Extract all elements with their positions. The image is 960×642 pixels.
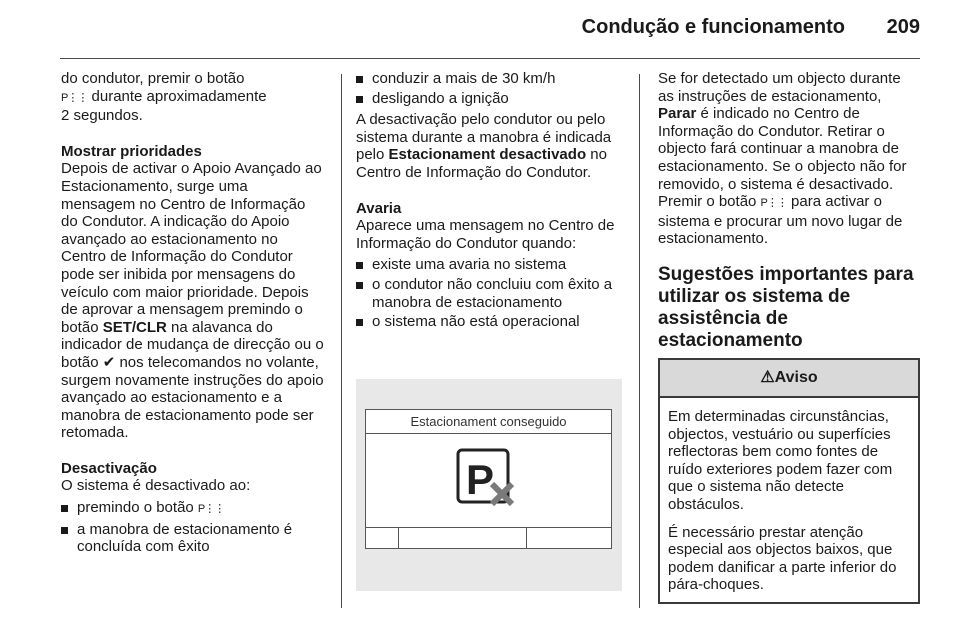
driver-deactivation-paragraph <box>356 111 626 181</box>
list-item <box>61 499 326 519</box>
deactivation-list-continued <box>356 70 626 107</box>
list-item-text: a manobra de estacionamento é concluída com êxito <box>77 520 293 556</box>
priority-heading: Mostrar prioridades <box>61 142 202 160</box>
fault-list <box>356 256 626 330</box>
column-2 <box>356 70 626 333</box>
set-clr-label: SET/CLR <box>102 318 167 336</box>
header-rule <box>60 58 920 59</box>
bullet-marker <box>61 527 68 534</box>
page-header-title: Condução e funcionamento <box>581 16 845 38</box>
parking-button-icon: P⋮⋮ <box>760 197 787 210</box>
display-footer <box>366 527 611 548</box>
intro-paragraph <box>61 70 326 125</box>
p-letter: P <box>466 456 495 503</box>
list-item-text: premindo o botão <box>77 499 198 517</box>
check-icon: ✔ <box>102 353 116 371</box>
intro-text-3: 2 segundos. <box>61 107 143 125</box>
warning-header <box>660 360 918 398</box>
list-item-text: o sistema não está operacional <box>372 313 580 331</box>
deactivation-list <box>61 499 326 556</box>
bullet-marker <box>356 282 363 289</box>
column-divider-1 <box>341 74 342 608</box>
object-text-2: é indicado no Centro de Informação do Condutor. Retirar o objecto fará continuar a manobra de estacionamento. Se o objecto não for removido, o sistema é desactivado. Premir o botão <box>658 105 907 211</box>
figure-display <box>356 379 622 591</box>
parking-button-icon: P⋮⋮ <box>197 503 225 516</box>
bullet-marker <box>356 76 363 83</box>
column-1 <box>61 70 326 558</box>
parking-deactivated-label: Estacionament desactivado <box>388 146 587 164</box>
fault-intro: Aparece uma mensagem no Centro de Informação do Condutor quando: <box>356 217 615 252</box>
stop-label: Parar <box>658 105 697 123</box>
list-item-text: existe uma avaria no sistema <box>372 256 567 274</box>
list-item-text: desligando a ignição <box>372 89 509 107</box>
list-item <box>356 256 626 274</box>
display-screen <box>365 409 612 549</box>
priority-text-1: Depois de activar o Apoio Avançado ao Estacionamento, surge uma mensagem no Centro de Informação do Condutor. A indicação do Apoio avançado ao estacionamento no Centro de Informação do Condutor pode ser inibida por mensagens do veículo com maior prioridade. Depois de aprovar a mensagem premindo o botão <box>61 160 322 336</box>
list-item <box>356 70 626 88</box>
list-item-text: o condutor não concluiu com êxito a manobra de estacionamento <box>372 275 613 311</box>
list-item <box>61 521 326 556</box>
driver-text-1: A desactivação pelo condutor ou pelo sistema durante a manobra é indicada pelo <box>356 111 612 164</box>
intro-text-2: durante aproximadamente <box>87 87 267 105</box>
footer-divider <box>398 528 399 548</box>
fault-heading: Avaria <box>356 199 402 217</box>
object-detected-paragraph <box>658 70 920 248</box>
object-text-1: Se for detectado um objecto durante as instruções de estacionamento, <box>658 70 901 105</box>
section-title: Sugestões importantes para utilizar os sistema de assistência de estacionamento <box>658 263 914 351</box>
column-divider-2 <box>639 74 640 608</box>
deactivation-intro: O sistema é desactivado ao: <box>61 477 251 495</box>
warning-triangle-icon: ⚠ <box>760 369 775 387</box>
column-3 <box>658 70 920 604</box>
bullet-marker <box>356 319 363 326</box>
priority-paragraph <box>61 160 326 442</box>
warning-body <box>660 398 918 602</box>
driver-text-2: no Centro de Informação do Condutor. <box>356 146 607 181</box>
parking-button-icon: P⋮⋮ <box>61 91 88 104</box>
warning-text-1: Em determinadas circunstâncias, objectos, vestuário ou superfícies reflectoras bem como fontes de ruído exteriores podem fazer com que o sistema não detecte obstáculos. <box>668 407 893 513</box>
object-text-3: para activar o sistema e procurar um novo lugar de estacionamento. <box>658 193 903 248</box>
footer-divider <box>526 528 527 548</box>
bullet-marker <box>356 262 363 269</box>
list-item <box>356 276 626 311</box>
intro-text-1: do condutor, premir o botão <box>61 70 245 87</box>
list-item <box>356 313 626 331</box>
warning-label: Aviso <box>774 369 818 387</box>
warning-box <box>658 358 920 604</box>
parking-cancel-icon <box>456 448 516 508</box>
bullet-marker <box>356 96 363 103</box>
warning-text-2: É necessário prestar atenção especial aos objectos baixos, que podem danificar a parte inferior do pára-choques. <box>668 523 897 594</box>
list-item-text: conduzir a mais de 30 km/h <box>372 70 556 87</box>
bullet-marker <box>61 505 68 512</box>
display-title: Estacionament conseguido <box>366 410 611 434</box>
deactivation-heading: Desactivação <box>61 459 157 477</box>
priority-text-2: na alavanca do indicador de mudança de direcção ou o botão <box>61 318 324 371</box>
list-item <box>356 90 626 108</box>
page-number: 209 <box>886 16 920 38</box>
priority-text-3: nos telecomandos no volante, surgem novamente instruções do apoio avançado ao estacionamento e a manobra de estacionamento pode ser retomada. <box>61 353 324 442</box>
